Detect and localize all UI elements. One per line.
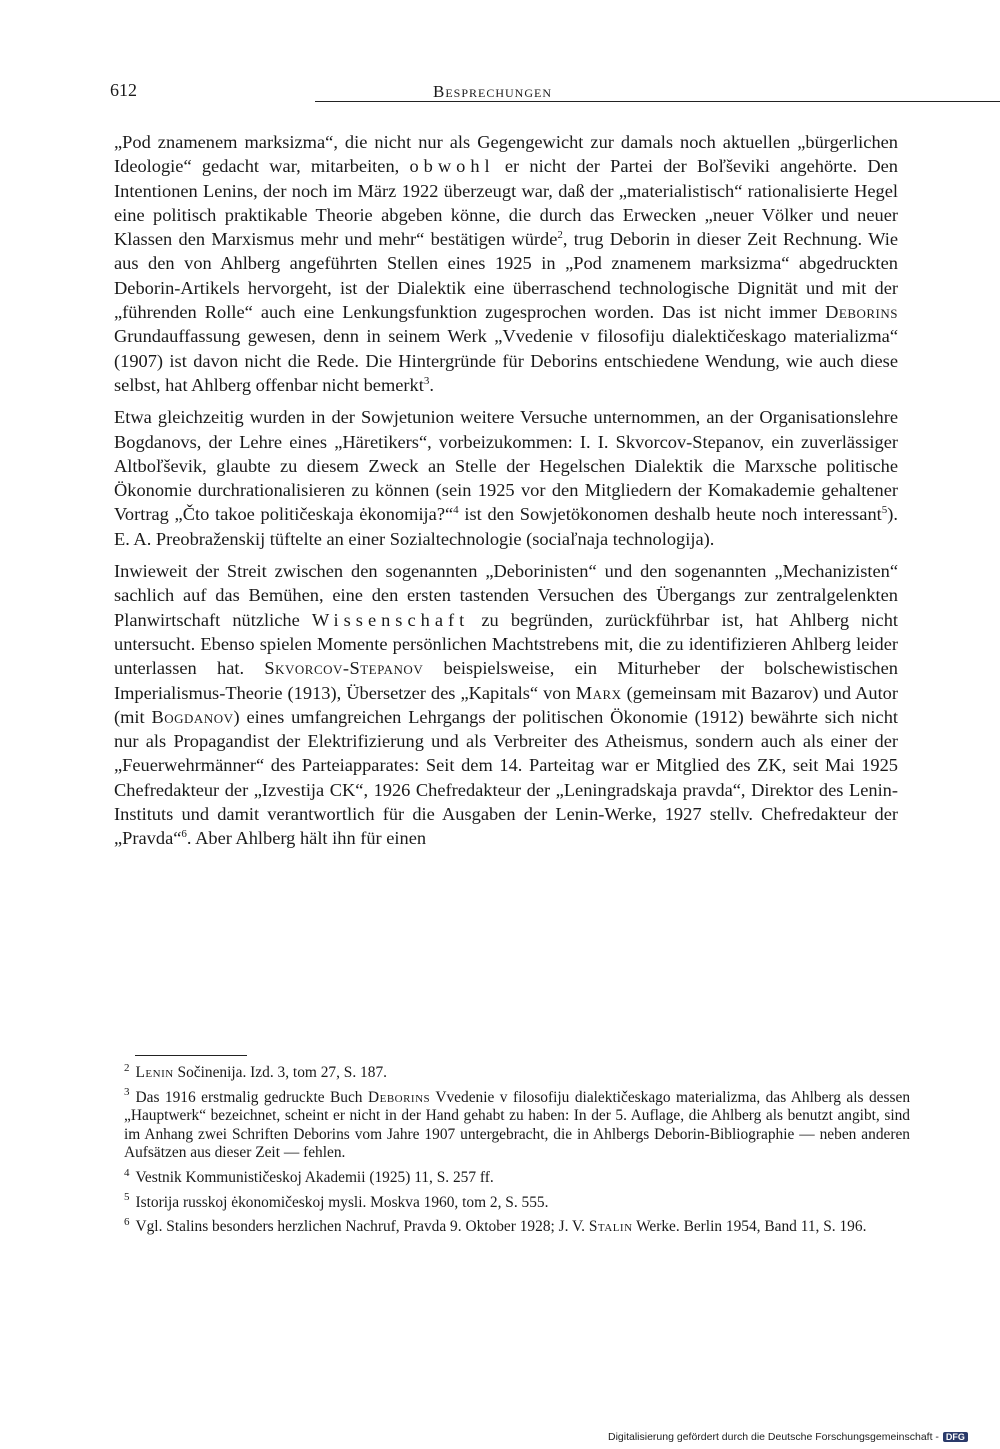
credit-text: Digitalisierung gefördert durch die Deutsche Forschungsgemeinschaft - [608, 1431, 939, 1443]
spaced-word: Wissenschaft [311, 609, 470, 630]
footnote-text: Vgl. Stalins besonders herzlichen Nachruf, Pravda 9. Oktober 1928; J. V. [135, 1218, 589, 1236]
footnote-text: Sočinenija. Izd. 3, tom 27, S. 187. [173, 1064, 387, 1081]
paragraph-2 [114, 405, 898, 551]
footnote-number: 4 [124, 1166, 130, 1179]
footnote-ref-3: 3 [423, 374, 430, 387]
text-run: beispielsweise, ein Miturheber der bolschewistischen Imperialismus-Theorie (1913), Übersetzer des „Kapitals“ von [114, 658, 898, 703]
footnote-2 [124, 1061, 910, 1083]
small-caps-name: Stalin [588, 1218, 633, 1236]
text-run: Grundauffassung gewesen, denn in seinem Werk „Vvedenie v filosofiju dialektičeskago materializma“ (1907) ist davon nicht die Rede. Die Hintergründe für Deborins entschiedene Wendung, wie auch diese selbst, hat Ahlberg offenbar nicht bemerkt [114, 326, 898, 395]
small-caps-name: Marx [575, 682, 622, 703]
header-rule [315, 101, 1000, 102]
spaced-word: obwohl [409, 156, 495, 177]
footnote-number: 5 [124, 1191, 130, 1204]
text-run: ). E. A. Preobraženskij tüftelte an einer Sozialtechnologie (sociaľnaja technologija). [114, 504, 898, 549]
text-run: er nicht der Partei der Boľševiki angehörte. Den Intentionen Lenins, der noch im März 1922 überzeugt war, daß der „materialistisch“ rationalisierte Hegel eine politisch praktikable Theorie abgeben könne, die durch das Erwecken „neuer Völker und neuer Klassen den Marxismus mehr und mehr“ bestätigen würde [114, 156, 898, 250]
small-caps-name: Lenin [135, 1064, 174, 1081]
text-run: . Aber Ahlberg hält ihn für einen [186, 828, 427, 849]
footnote-ref-2: 2 [557, 229, 563, 242]
footnote-text: Werke. Berlin 1954, Band 11, S. 196. [632, 1218, 867, 1236]
small-caps-name: Deborins [825, 302, 898, 323]
text-run: ) eines umfangreichen Lehrgangs der politischen Ökonomie (1912) bewährte sich nicht nur als Propagandist der Elektrifizierung und als Verbreiter des Atheismus, sondern auch als einer der „Feuerwehrmänner“ des Parteiapparates: Seit dem 14. Parteitag war er Mitglied des ZK, seit Mai 1925 Chefredakteur der „Izvestija CK“, 1926 Chefredakteur der „Leningradskaja pravda“, Direktor des Lenin-Instituts und damit verantwortlich für die Ausgaben der Lenin-Werke, 1927 stellv. Chefredakteur der „Pravda“ [114, 706, 898, 849]
footnote-ref-6: 6 [181, 828, 187, 841]
small-caps-name: Deborins [367, 1088, 431, 1106]
small-caps-name: Bogdanov [151, 706, 234, 727]
footnote-text: Das 1916 erstmalig gedruckte Buch [135, 1088, 368, 1106]
text-run: (gemeinsam mit Bazarov) und Autor (mit [114, 682, 899, 727]
small-caps-name: Skvorcov-Stepanov [264, 658, 424, 679]
text-run: ist den Sowjetökonomen deshalb heute noch interessant [458, 504, 882, 525]
footnote-ref-5: 5 [881, 504, 888, 517]
footnote-4 [124, 1166, 910, 1188]
dfg-logo-icon: DFG [943, 1432, 968, 1442]
page-header [110, 80, 896, 106]
footnote-ref-4: 4 [453, 504, 459, 517]
page-number: 612 [110, 80, 137, 100]
digitization-credit [608, 1431, 968, 1443]
running-head: Besprechungen [433, 82, 553, 101]
body-text [114, 130, 898, 859]
footnote-5 [124, 1191, 910, 1213]
paragraph-1 [114, 130, 898, 397]
footnote-3 [124, 1086, 911, 1163]
text-run: Etwa gleichzeitig wurden in der Sowjetunion weitere Versuche unternommen, an der Organisationslehre Bogdanovs, der Lehre eines „Häretikers“, vorbeizukommen: I. I. Skvorcov-Stepanov, ein zuverlässiger Altboľševik, glaubte zu diesem Zweck an Stelle der Hegelschen Dialektik die Marxsche politische Ökonomie durchrationalisieren zu können (sein 1925 vor den Mitgliedern der Komakademie gehaltener Vortrag „Čto takoe političeskaja ėkonomija?“ [114, 407, 898, 525]
text-run: „Pod znamenem marksizma“, die nicht nur als Gegengewicht zur damals noch aktuellen „bürgerlichen Ideologie“ gedacht war, mitarbeiten, [114, 132, 898, 177]
footnote-number: 3 [124, 1086, 130, 1099]
footnote-number: 6 [124, 1216, 130, 1229]
footnote-text: Vestnik Kommunističeskoj Akademii (1925) 11, S. 257 ff. [135, 1168, 494, 1186]
paragraph-3 [114, 559, 898, 851]
footnote-text: Vvedenie v filosofiju dialektičeskago materializma, das Ahlberg als dessen „Hauptwerk“ bezeichnet, scheint er nicht in der Hand gehabt zu haben: In der 5. Auflage, die Ahlberg als benutzt angibt, sind im Anhang zwei Schriften Deborins vom Jahre 1907 untergebracht, die in Ahlbergs Deborin-Bibliographie — neben anderen Aufsätzen aus dieser Zeit — fehlen. [124, 1088, 911, 1162]
text-run: Inwieweit der Streit zwischen den sogenannten „Deborinisten“ und den sogenannten „Mechanizisten“ sachlich auf das Bemühen, eine den ersten tastenden Versuchen des Übergangs zur zentralgelenkten Planwirtschaft nützliche [114, 561, 898, 630]
text-run: , trug Deborin in dieser Zeit Rechnung. Wie aus den von Ahlberg angeführten Stellen eines 1925 in „Pod znamenem marksizma“ abgedruckten Deborin-Artikels hervorgeht, ist der Dialektik eine überraschend technologische Dignität und mit der „führenden Rolle“ auch eine Lenkungsfunktion zugesprochen worden. Das ist nicht immer [114, 229, 899, 323]
footnote-text: Istorija russkoj ėkonomičeskoj mysli. Moskva 1960, tom 2, S. 555. [135, 1193, 549, 1211]
text-run: zu begründen, zurückführbar ist, hat Ahlberg nicht untersucht. Ebenso spielen Momente persönlichen Machtstrebens mit, die zu identifizieren Ahlberg leider unterlassen hat. [114, 609, 898, 679]
footnotes [124, 1061, 911, 1243]
footnote-6 [124, 1218, 910, 1237]
footnote-number: 2 [124, 1061, 130, 1074]
footnote-rule [135, 1055, 247, 1056]
text-run: . [429, 374, 434, 395]
